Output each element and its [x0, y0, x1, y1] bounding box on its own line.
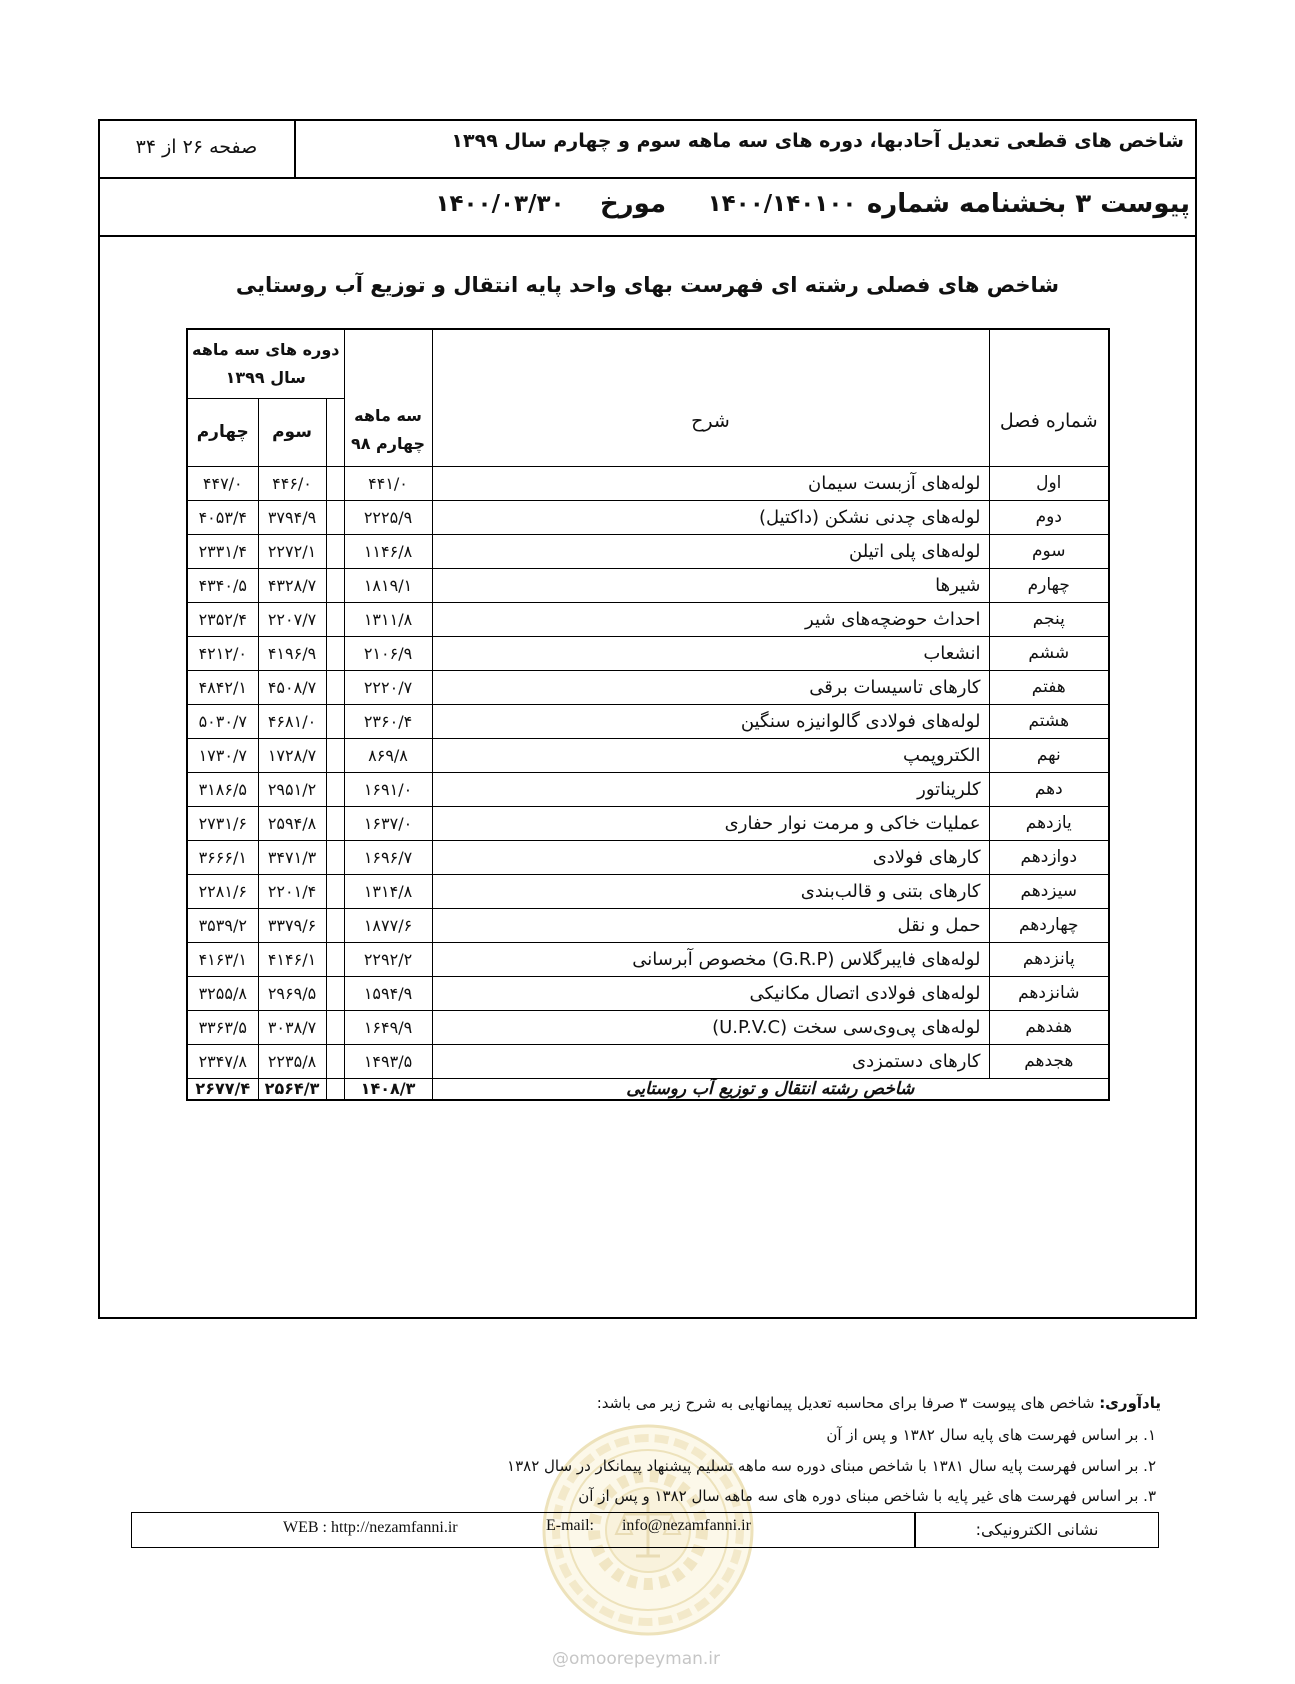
circular-date-label: مورخ	[599, 189, 667, 219]
spacer-cell	[326, 466, 344, 500]
q4-99-value: ۴۱۶۳/۱	[187, 942, 258, 976]
note-label: یادآوری:	[1099, 1394, 1161, 1412]
description-cell: لوله‌های چدنی نشکن (داکتیل)	[432, 500, 989, 534]
spacer-cell	[326, 568, 344, 602]
q4-99-value: ۴۲۱۲/۰	[187, 636, 258, 670]
q4-98-value: ۴۴۱/۰	[344, 466, 432, 500]
description-cell: لوله‌های پی‌وی‌سی سخت (U.P.V.C)	[432, 1010, 989, 1044]
description-cell: لوله‌های فولادی گالوانیزه سنگین	[432, 704, 989, 738]
table-title: شاخص های فصلی رشته ای فهرست بهای واحد پایه انتقال و توزیع آب روستایی	[235, 273, 1060, 297]
chapter-cell: ششم	[989, 636, 1109, 670]
chapter-cell: سوم	[989, 534, 1109, 568]
q4-99-value: ۲۳۵۲/۴	[187, 602, 258, 636]
description-cell: کارهای بتنی و قالب‌بندی	[432, 874, 989, 908]
q4-98-value: ۱۶۹۱/۰	[344, 772, 432, 806]
chapter-cell: یازدهم	[989, 806, 1109, 840]
spacer-cell	[326, 636, 344, 670]
q4-98-value: ۱۶۹۶/۷	[344, 840, 432, 874]
q3-99-value: ۲۹۶۹/۵	[258, 976, 326, 1010]
spacer-cell	[326, 874, 344, 908]
table-row	[187, 1044, 1109, 1078]
spacer-cell	[326, 704, 344, 738]
spacer-cell	[326, 1078, 344, 1100]
table-row	[187, 466, 1109, 500]
spacer-cell	[326, 908, 344, 942]
note-item: ۳. بر اساس فهرست های غیر پایه با شاخص مبنای دوره های سه ماهه سال ۱۳۸۲ و پس از آن	[578, 1487, 1156, 1505]
q4-98-value: ۱۶۳۷/۰	[344, 806, 432, 840]
description-cell: لوله‌های فایبرگلاس (G.R.P) مخصوص آبرسانی	[432, 942, 989, 976]
q3-99-value: ۲۹۵۱/۲	[258, 772, 326, 806]
q3-99-value: ۴۳۲۸/۷	[258, 568, 326, 602]
header-period-line: سال ۱۳۹۹	[225, 367, 306, 387]
spacer-cell	[326, 772, 344, 806]
contact-label: نشانی الکترونیکی:	[975, 1520, 1099, 1539]
table-row	[187, 568, 1109, 602]
table-row	[187, 908, 1109, 942]
description-cell: عملیات خاکی و مرمت نوار حفاری	[432, 806, 989, 840]
contact-box	[131, 1512, 1159, 1548]
table-row	[187, 772, 1109, 806]
header-q4-98	[344, 329, 432, 466]
q3-99-value: ۲۲۰۱/۴	[258, 874, 326, 908]
email-label: E-mail:	[546, 1517, 594, 1534]
spacer-cell	[326, 976, 344, 1010]
table-body	[187, 466, 1109, 1078]
table-row	[187, 738, 1109, 772]
email-address	[546, 1516, 751, 1536]
q4-98-value: ۲۲۹۲/۲	[344, 942, 432, 976]
q4-98-value: ۱۵۹۴/۹	[344, 976, 432, 1010]
chapter-cell: سیزدهم	[989, 874, 1109, 908]
chapter-cell: هفتم	[989, 670, 1109, 704]
spacer-cell	[326, 840, 344, 874]
watermark-text: @omoorepeyman.ir	[552, 1649, 721, 1669]
q4-98-value: ۱۳۱۴/۸	[344, 874, 432, 908]
q4-98-value: ۱۸۱۹/۱	[344, 568, 432, 602]
header-q4-99: چهارم	[187, 398, 258, 466]
header-divider-1	[98, 177, 1197, 179]
chapter-cell: هجدهم	[989, 1044, 1109, 1078]
description-cell: کلریناتور	[432, 772, 989, 806]
circular-label: پیوست ۳ بخشنامه شماره	[866, 189, 1190, 219]
chapter-cell: پانزدهم	[989, 942, 1109, 976]
header-q4-98-line: سه ماهه	[354, 406, 422, 425]
table-row	[187, 534, 1109, 568]
q4-98-value: ۱۳۱۱/۸	[344, 602, 432, 636]
table-row	[187, 500, 1109, 534]
chapter-cell: هشتم	[989, 704, 1109, 738]
table-row	[187, 942, 1109, 976]
spacer-cell	[326, 1010, 344, 1044]
q4-98-value: ۲۲۲۵/۹	[344, 500, 432, 534]
total-label: شاخص رشته انتقال و توزیع آب روستایی	[432, 1078, 1109, 1100]
q3-99-value: ۳۰۳۸/۷	[258, 1010, 326, 1044]
q4-99-value: ۳۱۸۶/۵	[187, 772, 258, 806]
header-divider-2	[98, 235, 1197, 237]
description-cell: لوله‌های پلی اتیلن	[432, 534, 989, 568]
chapter-cell: دوازدهم	[989, 840, 1109, 874]
header-period-1399	[187, 329, 344, 398]
q4-99-value: ۲۲۸۱/۶	[187, 874, 258, 908]
email-value: info@nezamfanni.ir	[621, 1517, 751, 1534]
table-row	[187, 704, 1109, 738]
q3-99-value: ۴۵۰۸/۷	[258, 670, 326, 704]
note-intro-text: شاخص های پیوست ۳ صرفا برای محاسبه تعدیل پیمانهایی به شرح زیر می باشد:	[596, 1394, 1095, 1412]
q4-98-value: ۱۱۴۶/۸	[344, 534, 432, 568]
q4-99-value: ۱۷۳۰/۷	[187, 738, 258, 772]
table-header-row	[187, 329, 1109, 398]
spacer-cell	[326, 534, 344, 568]
q3-99-value: ۳۴۷۱/۳	[258, 840, 326, 874]
q4-99-value: ۲۳۴۷/۸	[187, 1044, 258, 1078]
q4-99-value: ۲۳۳۱/۴	[187, 534, 258, 568]
chapter-cell: چهارم	[989, 568, 1109, 602]
q3-99-value: ۴۴۶/۰	[258, 466, 326, 500]
q4-98-value: ۱۸۷۷/۶	[344, 908, 432, 942]
page-number: صفحه ۲۶ از ۳۴	[135, 136, 258, 158]
chapter-cell: پنجم	[989, 602, 1109, 636]
q3-99-value: ۲۲۳۵/۸	[258, 1044, 326, 1078]
header-spacer	[326, 398, 344, 466]
spacer-cell	[326, 942, 344, 976]
chapter-cell: اول	[989, 466, 1109, 500]
table-row	[187, 976, 1109, 1010]
table-row	[187, 1010, 1109, 1044]
table-row	[187, 636, 1109, 670]
q4-98-value: ۲۳۶۰/۴	[344, 704, 432, 738]
spacer-cell	[326, 1044, 344, 1078]
q3-99-value: ۴۶۸۱/۰	[258, 704, 326, 738]
q4-99-value: ۳۵۳۹/۲	[187, 908, 258, 942]
description-cell: الکتروپمپ	[432, 738, 989, 772]
q4-99-value: ۳۲۵۵/۸	[187, 976, 258, 1010]
chapter-cell: هفدهم	[989, 1010, 1109, 1044]
q3-99-value: ۲۲۰۷/۷	[258, 602, 326, 636]
table-row	[187, 874, 1109, 908]
q3-99-value: ۴۱۴۶/۱	[258, 942, 326, 976]
table-row	[187, 602, 1109, 636]
note-intro	[597, 1393, 1161, 1413]
note-item: ۲. بر اساس فهرست پایه سال ۱۳۸۱ با شاخص مبنای دوره سه ماهه تسلیم پیشنهاد پیمانکار در سال ۱۳۸۲	[507, 1457, 1156, 1475]
circular-number: ۱۴۰۰/۱۴۰۱۰۰	[707, 191, 857, 217]
description-cell: کارهای تاسیسات برقی	[432, 670, 989, 704]
chapter-cell: نهم	[989, 738, 1109, 772]
description-cell: لوله‌های آزبست سیمان	[432, 466, 989, 500]
document-title: شاخص های قطعی تعدیل آحادبها، دوره های سه ماهه سوم و چهارم سال ۱۳۹۹	[451, 130, 1184, 152]
spacer-cell	[326, 602, 344, 636]
table-row	[187, 670, 1109, 704]
description-cell: حمل و نقل	[432, 908, 989, 942]
q4-99-value: ۴۳۴۰/۵	[187, 568, 258, 602]
chapter-cell: شانزدهم	[989, 976, 1109, 1010]
total-q4-98: ۱۴۰۸/۳	[344, 1078, 432, 1100]
spacer-cell	[326, 670, 344, 704]
q4-98-value: ۲۱۰۶/۹	[344, 636, 432, 670]
chapter-cell: دوم	[989, 500, 1109, 534]
description-cell: انشعاب	[432, 636, 989, 670]
spacer-cell	[326, 738, 344, 772]
total-q4-99: ۲۶۷۷/۴	[187, 1078, 258, 1100]
q4-99-value: ۴۰۵۳/۴	[187, 500, 258, 534]
total-q3-99: ۲۵۶۴/۳	[258, 1078, 326, 1100]
q4-99-value: ۴۴۷/۰	[187, 466, 258, 500]
chapter-cell: چهاردهم	[989, 908, 1109, 942]
q4-99-value: ۵۰۳۰/۷	[187, 704, 258, 738]
q3-99-value: ۴۱۹۶/۹	[258, 636, 326, 670]
description-cell: احداث حوضچه‌های شیر	[432, 602, 989, 636]
circular-date: ۱۴۰۰/۰۳/۳۰	[435, 191, 565, 217]
header-description: شرح	[432, 329, 989, 466]
header-q3-99: سوم	[258, 398, 326, 466]
description-cell: کارهای دستمزدی	[432, 1044, 989, 1078]
q3-99-value: ۲۲۷۲/۱	[258, 534, 326, 568]
q4-98-value: ۲۲۲۰/۷	[344, 670, 432, 704]
q3-99-value: ۳۷۹۴/۹	[258, 500, 326, 534]
index-table	[186, 328, 1110, 1101]
table-row	[187, 840, 1109, 874]
q4-99-value: ۴۸۴۲/۱	[187, 670, 258, 704]
description-cell: لوله‌های فولادی اتصال مکانیکی	[432, 976, 989, 1010]
q4-99-value: ۳۶۶۶/۱	[187, 840, 258, 874]
header-q4-98-line: چهارم ۹۸	[350, 434, 426, 453]
spacer-cell	[326, 806, 344, 840]
description-cell: شیرها	[432, 568, 989, 602]
q4-98-value: ۱۶۴۹/۹	[344, 1010, 432, 1044]
contact-divider	[914, 1513, 916, 1547]
table-row	[187, 806, 1109, 840]
total-row	[187, 1078, 1109, 1100]
q4-98-value: ۸۶۹/۸	[344, 738, 432, 772]
chapter-cell: دهم	[989, 772, 1109, 806]
web-address: WEB : http://nezamfanni.ir	[283, 1519, 458, 1536]
note-item: ۱. بر اساس فهرست های پایه سال ۱۳۸۲ و پس از آن	[826, 1426, 1156, 1444]
q4-99-value: ۳۳۶۳/۵	[187, 1010, 258, 1044]
q3-99-value: ۱۷۲۸/۷	[258, 738, 326, 772]
q4-99-value: ۲۷۳۱/۶	[187, 806, 258, 840]
description-cell: کارهای فولادی	[432, 840, 989, 874]
q3-99-value: ۳۳۷۹/۶	[258, 908, 326, 942]
spacer-cell	[326, 500, 344, 534]
q3-99-value: ۲۵۹۴/۸	[258, 806, 326, 840]
header-period-line: دوره های سه ماهه	[192, 339, 340, 359]
q4-98-value: ۱۴۹۳/۵	[344, 1044, 432, 1078]
header-chapter: شماره فصل	[989, 329, 1109, 466]
